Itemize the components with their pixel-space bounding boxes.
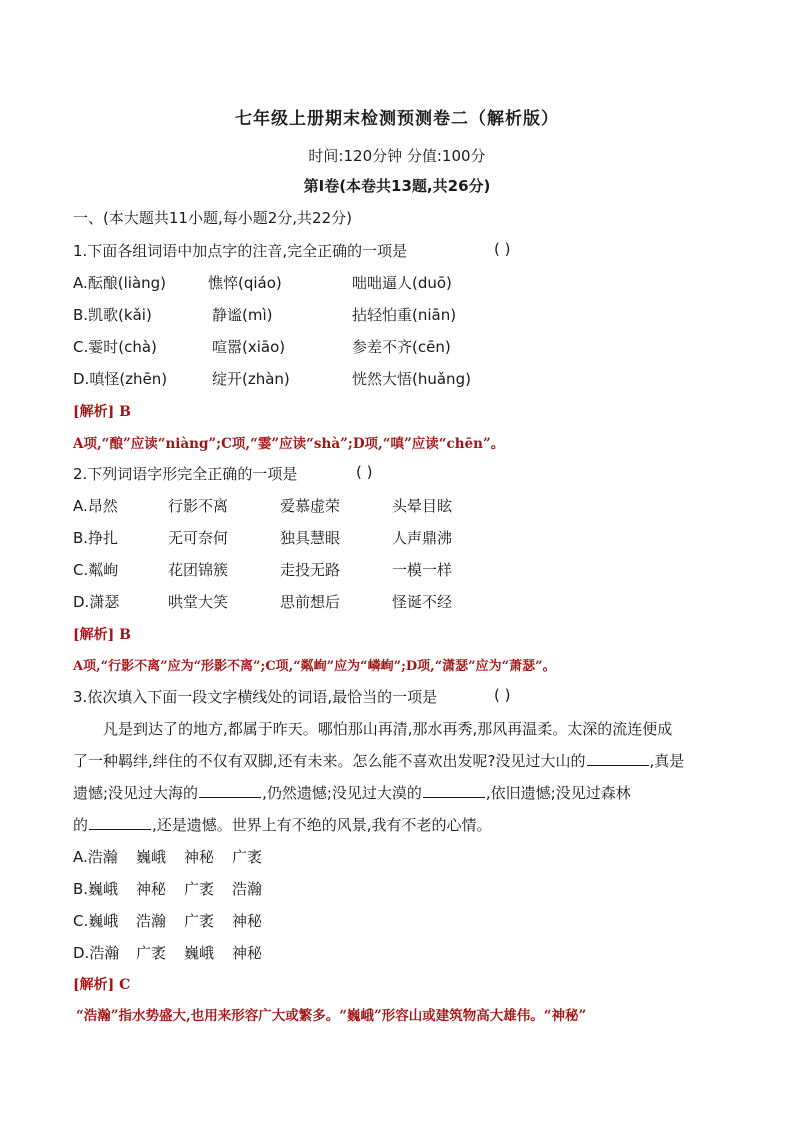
passage-line-3-c: ,依旧遗憾;没见过森林: [485, 784, 631, 802]
passage-line-2-text: 了一种羁绊,绊住的不仅有双脚,还有未来。怎么能不喜欢出发呢?没见过大山的: [73, 752, 586, 770]
q1-answer: [解析] B: [73, 404, 131, 420]
q2-option-d-1: D.潇瑟: [73, 593, 120, 611]
q3-option-a-2: 巍峨: [136, 848, 167, 866]
q1-option-c-3: 参差不齐(cēn): [352, 338, 451, 356]
q3-option-c-1: C.巍峨: [73, 912, 119, 930]
question-1-answer-paren: ( ): [494, 240, 511, 258]
q2-option-d-4: 怪诞不经: [392, 593, 453, 611]
passage-line-4-b: ,还是遗憾。世界上有不绝的风景,我有不老的心情。: [152, 816, 492, 834]
q1-option-d-1: D.嗔怪(zhēn): [73, 370, 168, 388]
q1-explanation: A项,“酿”应读“niàng”;C项,“霎”应读“shà”;D项,“嗔”应读“chēn”。: [73, 436, 505, 452]
q3-option-d-2: 广袤: [136, 944, 167, 962]
q1-option-c-2: 喧嚣(xiāo): [212, 338, 286, 356]
q3-option-b-1: B.巍峨: [73, 880, 119, 898]
q2-option-b-1: B.挣扎: [73, 529, 119, 547]
passage-line-1: 凡是到达了的地方,都属于昨天。哪怕那山再清,那水再秀,那风再温柔。太深的流连便成: [103, 720, 673, 738]
fill-blank-1[interactable]: [587, 751, 649, 766]
q2-option-c-1: C.粼峋: [73, 561, 119, 579]
section-heading: 第Ⅰ卷(本卷共13题,共26分): [303, 177, 491, 195]
q3-option-b-2: 神秘: [136, 880, 167, 898]
passage-line-2-tail: ,真是: [649, 752, 685, 770]
question-1-stem: 1.下面各组词语中加点字的注音,完全正确的一项是: [73, 242, 408, 260]
question-3-answer-paren: ( ): [494, 686, 511, 704]
q2-option-d-3: 思前想后: [280, 593, 341, 611]
q2-answer: [解析] B: [73, 627, 131, 643]
q3-option-d-1: D.浩瀚: [73, 944, 120, 962]
q3-option-a-3: 神秘: [184, 848, 215, 866]
q1-option-d-2: 绽开(zhàn): [212, 370, 290, 388]
q1-option-c-1: C.霎时(chà): [73, 338, 157, 356]
q1-option-d-3: 恍然大悟(huǎng): [352, 370, 471, 388]
q2-option-a-1: A.昂然: [73, 497, 118, 515]
q3-explanation: “浩瀚”指水势盛大,也用来形容广大或繁多。“巍峨”形容山或建筑物高大雄伟。“神秘”: [76, 1008, 587, 1024]
q3-option-c-4: 神秘: [232, 912, 263, 930]
passage-line-2: [73, 750, 684, 771]
passage-line-4: [73, 814, 492, 835]
q2-option-b-3: 独具慧眼: [280, 529, 341, 547]
passage-line-3-b: ,仍然遗憾;没见过大漠的: [262, 784, 422, 802]
q3-option-c-2: 浩瀚: [136, 912, 167, 930]
fill-blank-3[interactable]: [423, 783, 485, 798]
exam-meta: 时间:120分钟 分值:100分: [308, 147, 486, 165]
q3-option-a-1: A.浩瀚: [73, 848, 118, 866]
q2-option-a-2: 行影不离: [168, 497, 229, 515]
passage-line-4-a: 的: [73, 816, 89, 834]
question-2-stem: 2.下列词语字形完全正确的一项是: [73, 465, 298, 483]
q3-option-c-3: 广袤: [184, 912, 215, 930]
question-3-stem: 3.依次填入下面一段文字横线处的词语,最恰当的一项是: [73, 688, 438, 706]
passage-line-3: [73, 782, 631, 803]
q2-option-c-3: 走投无路: [280, 561, 341, 579]
q1-option-b-1: B.凯歌(kǎi): [73, 306, 152, 324]
q1-option-a-1: A.酝酿(liàng): [73, 274, 167, 292]
q2-option-a-3: 爱慕虚荣: [280, 497, 341, 515]
q3-option-a-4: 广袤: [232, 848, 263, 866]
q1-option-a-3: 咄咄逼人(duō): [352, 274, 452, 292]
passage-line-3-a: 遗憾;没见过大海的: [73, 784, 199, 802]
q1-option-b-3: 拈轻怕重(niān): [352, 306, 457, 324]
q1-option-a-2: 憔悴(qiáo): [208, 274, 282, 292]
q2-explanation: A项,“行影不离”应为“形影不离”;C项,“粼峋”应为“嶙峋”;D项,“潇瑟”应为“萧瑟”。: [73, 659, 556, 674]
question-2-answer-paren: ( ): [356, 463, 373, 481]
q2-option-b-2: 无可奈何: [168, 529, 229, 547]
q2-option-c-4: 一模一样: [392, 561, 453, 579]
fill-blank-4[interactable]: [89, 815, 151, 830]
q2-option-a-4: 头晕目眩: [392, 497, 453, 515]
q2-option-c-2: 花团锦簇: [168, 561, 229, 579]
q3-option-b-3: 广袤: [184, 880, 215, 898]
q1-option-b-2: 静谧(mì): [212, 306, 273, 324]
q2-option-d-2: 哄堂大笑: [168, 593, 229, 611]
q3-answer: [解析] C: [73, 977, 131, 993]
q3-option-d-4: 神秘: [232, 944, 263, 962]
page-title: 七年级上册期末检测预测卷二（解析版）: [235, 109, 559, 129]
q2-option-b-4: 人声鼎沸: [392, 529, 453, 547]
part-heading: 一、(本大题共11小题,每小题2分,共22分): [73, 209, 352, 227]
fill-blank-2[interactable]: [199, 783, 261, 798]
q3-option-b-4: 浩瀚: [232, 880, 263, 898]
q3-option-d-3: 巍峨: [184, 944, 215, 962]
